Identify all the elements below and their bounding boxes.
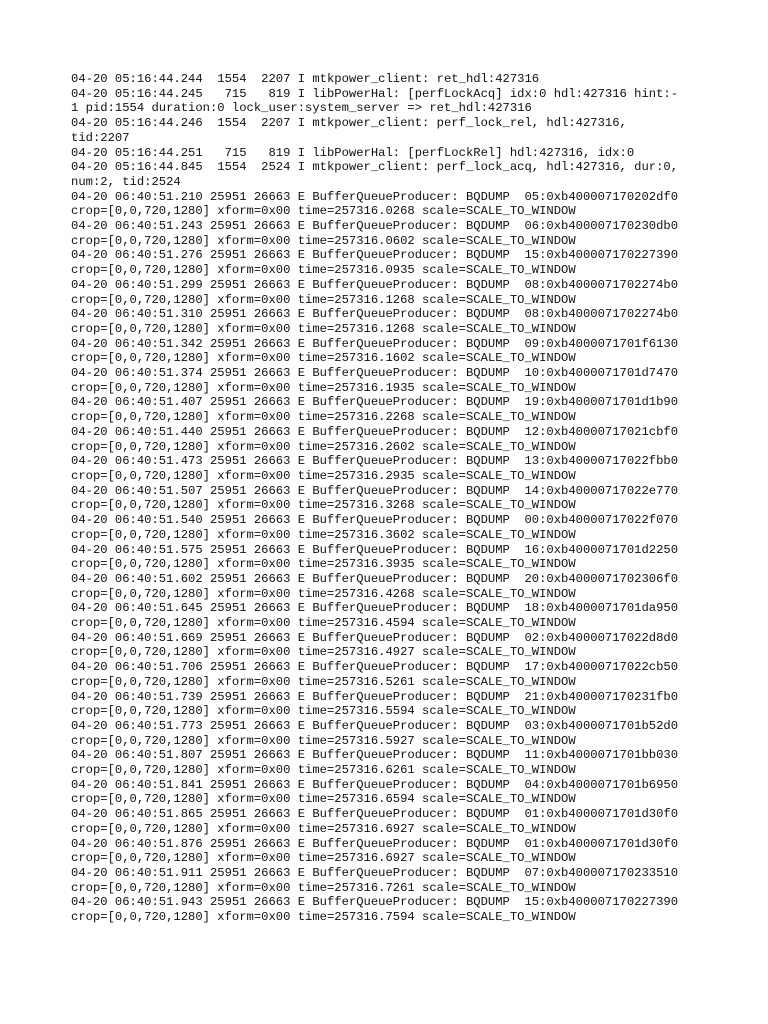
log-line: 04-20 06:40:51.540 25951 26663 E BufferQueueProducer: BQDUMP 00:0xb40000717022f070 [71, 513, 679, 528]
log-line: crop=[0,0,720,1280] xform=0x00 time=257316.1602 scale=SCALE_TO_WINDOW [71, 351, 576, 366]
log-line: 04-20 06:40:51.342 25951 26663 E BufferQueueProducer: BQDUMP 09:0xb4000071701f6130 [71, 336, 679, 351]
log-line: crop=[0,0,720,1280] xform=0x00 time=257316.7594 scale=SCALE_TO_WINDOW [71, 910, 576, 925]
log-line: 04-20 06:40:51.865 25951 26663 E BufferQueueProducer: BQDUMP 01:0xb4000071701d30f0 [71, 807, 679, 822]
log-line: tid:2207 [71, 130, 130, 145]
log-line: 1 pid:1554 duration:0 lock_user:system_server => ret_hdl:427316 [71, 101, 532, 116]
log-line: 04-20 06:40:51.876 25951 26663 E BufferQueueProducer: BQDUMP 01:0xb4000071701d30f0 [71, 836, 679, 851]
log-line: 04-20 06:40:51.645 25951 26663 E BufferQueueProducer: BQDUMP 18:0xb4000071701da950 [71, 601, 679, 616]
log-line: 04-20 06:40:51.841 25951 26663 E BufferQueueProducer: BQDUMP 04:0xb4000071701b6950 [71, 777, 679, 792]
log-line: crop=[0,0,720,1280] xform=0x00 time=257316.7261 scale=SCALE_TO_WINDOW [71, 880, 576, 895]
log-line: 04-20 06:40:51.575 25951 26663 E BufferQueueProducer: BQDUMP 16:0xb4000071701d2250 [71, 542, 679, 557]
log-line: crop=[0,0,720,1280] xform=0x00 time=257316.6927 scale=SCALE_TO_WINDOW [71, 851, 576, 866]
log-line: 04-20 06:40:51.706 25951 26663 E BufferQueueProducer: BQDUMP 17:0xb40000717022cb50 [71, 660, 679, 675]
log-line: 04-20 05:16:44.251 715 819 I libPowerHal: [perfLockRel] hdl:427316, idx:0 [71, 145, 635, 160]
log-line: crop=[0,0,720,1280] xform=0x00 time=257316.3602 scale=SCALE_TO_WINDOW [71, 527, 576, 542]
log-line: crop=[0,0,720,1280] xform=0x00 time=257316.5261 scale=SCALE_TO_WINDOW [71, 674, 576, 689]
log-document [71, 72, 711, 925]
log-line: 04-20 06:40:51.440 25951 26663 E BufferQueueProducer: BQDUMP 12:0xb40000717021cbf0 [71, 424, 679, 439]
log-line: crop=[0,0,720,1280] xform=0x00 time=257316.2268 scale=SCALE_TO_WINDOW [71, 410, 576, 425]
log-line: 04-20 06:40:51.669 25951 26663 E BufferQueueProducer: BQDUMP 02:0xb40000717022d8d0 [71, 630, 679, 645]
log-line: 04-20 06:40:51.310 25951 26663 E BufferQueueProducer: BQDUMP 08:0xb4000071702274b0 [71, 307, 679, 322]
log-line: crop=[0,0,720,1280] xform=0x00 time=257316.3935 scale=SCALE_TO_WINDOW [71, 557, 576, 572]
log-line: crop=[0,0,720,1280] xform=0x00 time=257316.1268 scale=SCALE_TO_WINDOW [71, 292, 576, 307]
log-line: 04-20 06:40:51.807 25951 26663 E BufferQueueProducer: BQDUMP 11:0xb4000071701bb030 [71, 748, 679, 763]
log-line: crop=[0,0,720,1280] xform=0x00 time=257316.2602 scale=SCALE_TO_WINDOW [71, 439, 576, 454]
log-line: 04-20 06:40:51.299 25951 26663 E BufferQueueProducer: BQDUMP 08:0xb4000071702274b0 [71, 277, 679, 292]
log-line: 04-20 05:16:44.246 1554 2207 I mtkpower_client: perf_lock_rel, hdl:427316, [71, 116, 627, 131]
log-line: 04-20 06:40:51.507 25951 26663 E BufferQueueProducer: BQDUMP 14:0xb40000717022e770 [71, 483, 679, 498]
log-line: crop=[0,0,720,1280] xform=0x00 time=257316.1935 scale=SCALE_TO_WINDOW [71, 380, 576, 395]
log-line: crop=[0,0,720,1280] xform=0x00 time=257316.4594 scale=SCALE_TO_WINDOW [71, 616, 576, 631]
log-line: 04-20 06:40:51.210 25951 26663 E BufferQueueProducer: BQDUMP 05:0xb400007170202df0 [71, 189, 679, 204]
log-line: crop=[0,0,720,1280] xform=0x00 time=257316.6261 scale=SCALE_TO_WINDOW [71, 763, 576, 778]
log-line: crop=[0,0,720,1280] xform=0x00 time=257316.6927 scale=SCALE_TO_WINDOW [71, 821, 576, 836]
log-line: 04-20 06:40:51.943 25951 26663 E BufferQueueProducer: BQDUMP 15:0xb400007170227390 [71, 895, 679, 910]
log-line: 04-20 06:40:51.407 25951 26663 E BufferQueueProducer: BQDUMP 19:0xb4000071701d1b90 [71, 395, 679, 410]
log-line: 04-20 06:40:51.602 25951 26663 E BufferQueueProducer: BQDUMP 20:0xb4000071702306f0 [71, 571, 679, 586]
log-line: 04-20 06:40:51.911 25951 26663 E BufferQueueProducer: BQDUMP 07:0xb400007170233510 [71, 865, 679, 880]
log-line: crop=[0,0,720,1280] xform=0x00 time=257316.5927 scale=SCALE_TO_WINDOW [71, 733, 576, 748]
log-line: 04-20 05:16:44.244 1554 2207 I mtkpower_client: ret_hdl:427316 [71, 72, 540, 86]
log-line: crop=[0,0,720,1280] xform=0x00 time=257316.0268 scale=SCALE_TO_WINDOW [71, 204, 576, 219]
log-line: 04-20 06:40:51.276 25951 26663 E BufferQueueProducer: BQDUMP 15:0xb400007170227390 [71, 248, 679, 263]
log-line: 04-20 06:40:51.739 25951 26663 E BufferQueueProducer: BQDUMP 21:0xb400007170231fb0 [71, 689, 679, 704]
log-line: 04-20 05:16:44.845 1554 2524 I mtkpower_client: perf_lock_acq, hdl:427316, dur:0, [71, 160, 679, 175]
log-line: 04-20 05:16:44.245 715 819 I libPowerHal: [perfLockAcq] idx:0 hdl:427316 hint:- [71, 86, 679, 101]
log-line: crop=[0,0,720,1280] xform=0x00 time=257316.0602 scale=SCALE_TO_WINDOW [71, 233, 576, 248]
log-line: 04-20 06:40:51.243 25951 26663 E BufferQueueProducer: BQDUMP 06:0xb400007170230db0 [71, 219, 679, 234]
log-lines [71, 72, 711, 925]
log-line: crop=[0,0,720,1280] xform=0x00 time=257316.3268 scale=SCALE_TO_WINDOW [71, 498, 576, 513]
log-line: crop=[0,0,720,1280] xform=0x00 time=257316.4927 scale=SCALE_TO_WINDOW [71, 645, 576, 660]
log-line: num:2, tid:2524 [71, 174, 181, 189]
log-line: crop=[0,0,720,1280] xform=0x00 time=257316.4268 scale=SCALE_TO_WINDOW [71, 586, 576, 601]
log-line: crop=[0,0,720,1280] xform=0x00 time=257316.2935 scale=SCALE_TO_WINDOW [71, 468, 576, 483]
log-line: 04-20 06:40:51.473 25951 26663 E BufferQueueProducer: BQDUMP 13:0xb40000717022fbb0 [71, 454, 679, 469]
log-line: 04-20 06:40:51.374 25951 26663 E BufferQueueProducer: BQDUMP 10:0xb4000071701d7470 [71, 366, 679, 381]
log-line: 04-20 06:40:51.773 25951 26663 E BufferQueueProducer: BQDUMP 03:0xb4000071701b52d0 [71, 718, 679, 733]
log-line: crop=[0,0,720,1280] xform=0x00 time=257316.1268 scale=SCALE_TO_WINDOW [71, 321, 576, 336]
log-line: crop=[0,0,720,1280] xform=0x00 time=257316.5594 scale=SCALE_TO_WINDOW [71, 704, 576, 719]
log-line: crop=[0,0,720,1280] xform=0x00 time=257316.0935 scale=SCALE_TO_WINDOW [71, 263, 576, 278]
log-line: crop=[0,0,720,1280] xform=0x00 time=257316.6594 scale=SCALE_TO_WINDOW [71, 792, 576, 807]
